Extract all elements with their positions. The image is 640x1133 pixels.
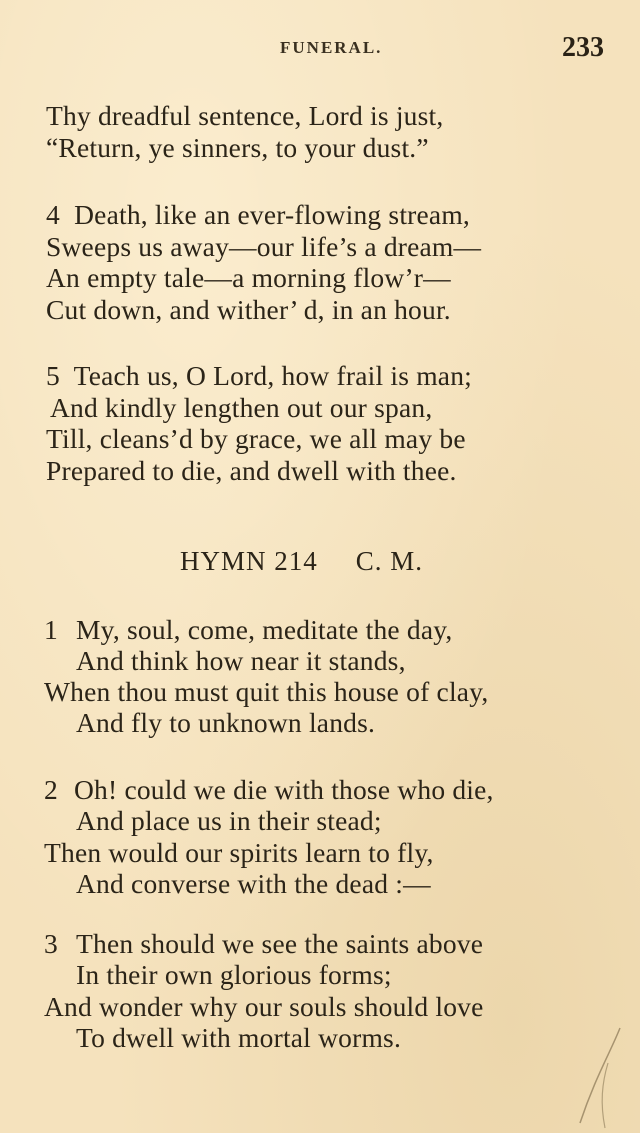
verse-number: 5 — [46, 360, 68, 391]
verse-line: Sweeps us away—our life’s a dream— — [46, 231, 482, 262]
verse-line: Then should we see the saints above — [76, 928, 484, 959]
verse-line: My, soul, come, meditate the day, — [76, 614, 453, 645]
verse-line: And place us in their stead; — [76, 805, 382, 836]
hymn-meter: C. M. — [355, 546, 424, 576]
verse-line: And converse with the dead :— — [76, 868, 431, 899]
verse-line: Oh! could we die with those who die, — [74, 774, 494, 805]
verse-line: Thy dreadful sentence, Lord is just, — [46, 100, 444, 131]
stanza-4-line-1 — [46, 199, 470, 231]
hymn-verse-1-line-1 — [44, 614, 452, 646]
hymn-title — [180, 546, 423, 577]
verse-number: 2 — [44, 774, 58, 805]
verse-line: Then would our spirits learn to fly, — [44, 837, 434, 868]
verse-line: “Return, ye sinners, to your dust.” — [46, 132, 429, 163]
hymn-number: HYMN 214 — [180, 546, 318, 576]
verse-line: And kindly lengthen out our span, — [50, 392, 433, 423]
stanza-5-line-1 — [46, 360, 472, 392]
verse-line: And fly to unknown lands. — [76, 707, 376, 738]
verse-line: To dwell with mortal worms. — [76, 1022, 402, 1053]
pencil-mark-decoration — [550, 1023, 640, 1133]
page-number: 233 — [562, 32, 604, 63]
verse-line: And think how near it stands, — [76, 645, 406, 676]
running-head: FUNERAL. — [280, 38, 383, 57]
verse-line: Prepared to die, and dwell with thee. — [46, 455, 457, 486]
hymn-verse-3-line-1 — [44, 928, 483, 960]
verse-line: Cut down, and wither’ d, in an hour. — [46, 294, 451, 325]
verse-line: Teach us, O Lord, how frail is man; — [73, 360, 473, 391]
verse-line: Till, cleans’d by grace, we all may be — [46, 423, 466, 454]
verse-number: 4 — [46, 199, 68, 230]
verse-line: An empty tale—a morning flow’r— — [46, 262, 451, 293]
verse-line: When thou must quit this house of clay, — [44, 676, 489, 707]
verse-line: Death, like an ever-flowing stream, — [74, 199, 470, 230]
verse-line: And wonder why our souls should love — [44, 991, 484, 1022]
verse-line: In their own glorious forms; — [76, 959, 392, 990]
hymn-verse-2-line-1 — [44, 774, 494, 806]
verse-number: 3 — [44, 928, 58, 959]
verse-number: 1 — [44, 614, 58, 645]
